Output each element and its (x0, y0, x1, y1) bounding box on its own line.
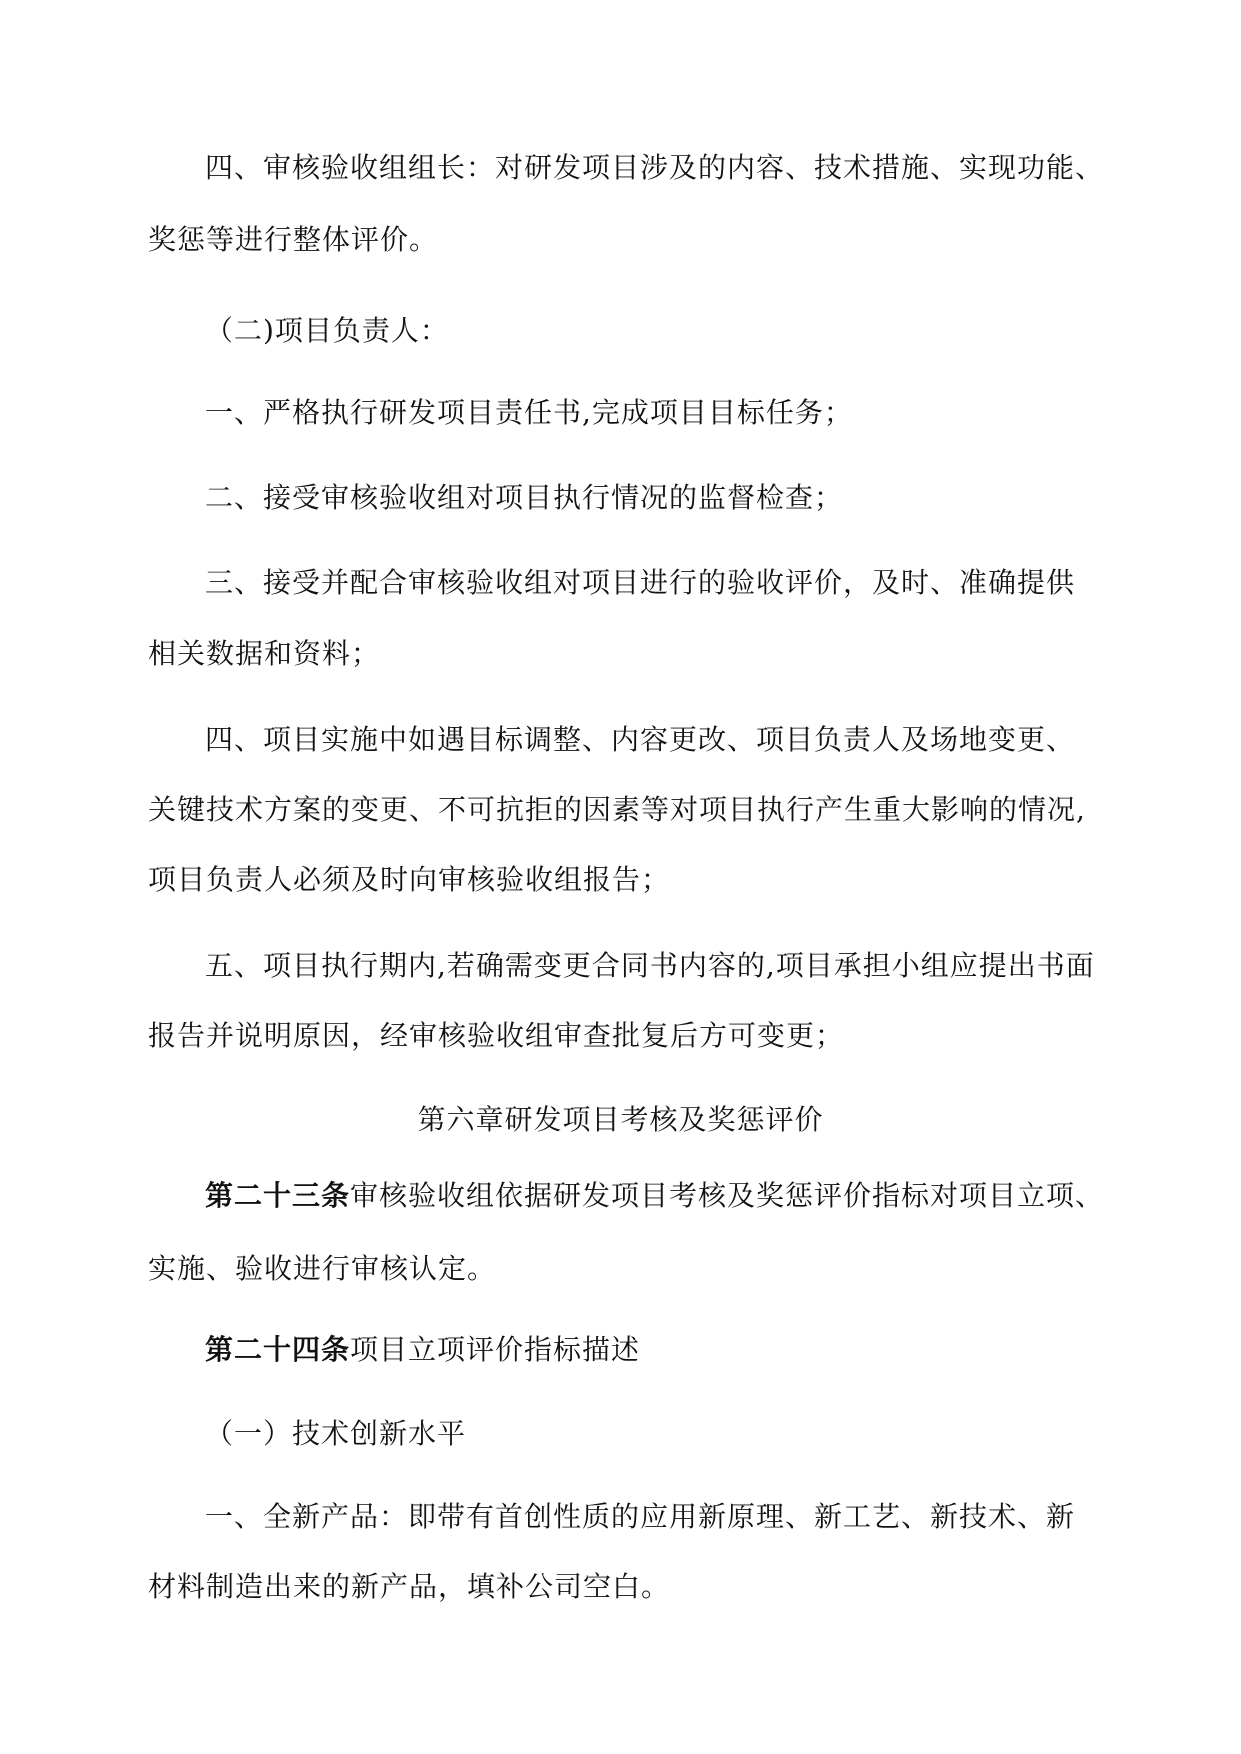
paragraph-line: 五、项目执行期内,若确需变更合同书内容的,项目承担小组应提出书面 (205, 949, 1095, 982)
paragraph-line: 项目负责人必须及时向审核验收组报告； (148, 863, 671, 896)
subsection-title: （二)项目负责人： (205, 314, 449, 347)
paragraph-line: 一、全新产品：即带有首创性质的应用新原理、新工艺、新技术、新 (205, 1500, 1076, 1533)
paragraph-line: 二、接受审核验收组对项目执行情况的监督检查； (205, 481, 844, 514)
article-text: 项目立项评价指标描述 (350, 1333, 641, 1366)
article-text: 审核验收组依据研发项目考核及奖惩评价指标对项目立项、 (350, 1179, 1105, 1212)
paragraph-line: 关键技术方案的变更、不可抗拒的因素等对项目执行产生重大影响的情况, (148, 793, 1086, 826)
paragraph-line: 四、审核验收组组长：对研发项目涉及的内容、技术措施、实现功能、 (205, 151, 1105, 184)
article-23-line (205, 1176, 1104, 1216)
paragraph-line: 奖惩等进行整体评价。 (148, 223, 439, 256)
chapter-heading: 第六章研发项目考核及奖惩评价 (417, 1103, 824, 1136)
paragraph-line: 报告并说明原因，经审核验收组审查批复后方可变更； (148, 1019, 845, 1052)
paragraph-line: 三、接受并配合审核验收组对项目进行的验收评价，及时、准确提供 (205, 566, 1076, 599)
paragraph-line: 相关数据和资料； (148, 637, 381, 670)
paragraph-line: 四、项目实施中如遇目标调整、内容更改、项目负责人及场地变更、 (205, 723, 1076, 756)
article-24-line (205, 1330, 640, 1370)
subsection-title: （一）技术创新水平 (205, 1417, 467, 1450)
paragraph-line: 一、严格执行研发项目责任书,完成项目目标任务； (205, 396, 853, 429)
paragraph-line: 实施、验收进行审核认定。 (148, 1252, 497, 1285)
article-label: 第二十三条 (205, 1179, 351, 1212)
article-label: 第二十四条 (205, 1333, 351, 1366)
paragraph-line: 材料制造出来的新产品，填补公司空白。 (148, 1570, 671, 1603)
